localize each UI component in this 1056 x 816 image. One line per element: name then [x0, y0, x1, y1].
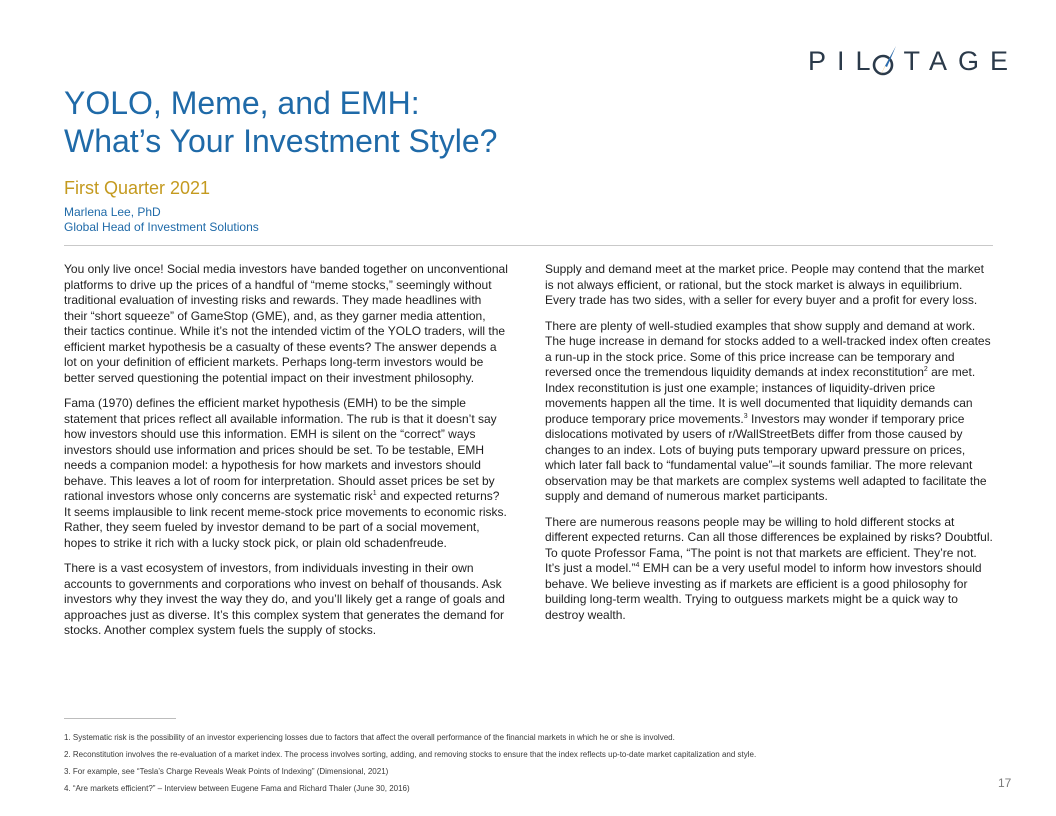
paragraph-1: You only live once! Social media investors have banded together on unconventional platforms to drive up the prices of a handful of “meme stocks,” seemingly without traditional evaluation of investing risks and rewards. They made headlines with their “short squeeze” of GameStop (GME), and, as they garner media attention, their tactics continue. While it’s not the intended victim of the YOLO traders, will the efficient market hypothesis be a casualty of these events? The answer depends a lot on your definition of efficient markets. Perhaps long-term investors would be better served questioning the potential impact on their investment philosophy. — [64, 262, 508, 385]
footnotes — [64, 729, 964, 797]
footnote-3: 3. For example, see “Tesla’s Charge Reveals Weak Points of Indexing” (Dimensional, 2021) — [64, 767, 389, 776]
paragraph-5: There are plenty of well-studied examples that show supply and demand at work. The huge increase in demand for stocks added to a well-tracked index often creates a run-up in the stock price. Some of this price increase can be temporary and reversed once the tremendous liquidity demands at index reconstitution$^2$ are met. Index reconstitution is just one example; instances of liquidity-driven price movements happen all the time. It is well documented that liquidity demands can produce temporary price movements.$^3$ Investors may wonder if temporary price dislocations motivated by users of r/WallStreetBets differ from those caused by changes to an index. Lots of buying puts temporary upward pressure on prices, which later fall back to “fundamental value”–it sounds familiar. The more relevant observation may be that markets are complex systems well adapted to facilitate the supply and demand of numerous market participants. — [545, 318, 991, 503]
footnote-2: 2. Reconstitution involves the re-evaluation of a market index. The process involves sorting, adding, and removing stocks to ensure that the index reflects up-to-date market capitalization and style. — [64, 750, 757, 759]
right-column — [545, 262, 995, 633]
author-block — [64, 205, 259, 235]
paragraph-3: There is a vast ecosystem of investors, from individuals investing in their own accounts to governments and corporations who invest on behalf of thousands. Ask investors why they invest the way they do, and you’ll likely get a range of goals and approaches just as diverse. It’s this complex system that generates the demand for stocks. Another complex system fuels the supply of stocks. — [64, 561, 505, 637]
paragraph-4: Supply and demand meet at the market price. People may contend that the market is not always efficient, or rational, but the stock market is always in equilibrium. Every trade has two sides, with a seller for every buyer and a profit for every loss. — [545, 262, 984, 307]
page-number: 17 — [998, 776, 1012, 790]
logo-wordmark: PIL TAGE — [808, 46, 1020, 76]
logo-o-compass-icon — [871, 44, 901, 84]
page-title — [64, 84, 764, 160]
title-line-1: YOLO, Meme, and EMH: — [64, 85, 420, 121]
author-role: Global Head of Investment Solutions — [64, 220, 259, 234]
footnote-divider — [64, 718, 176, 719]
paragraph-2: Fama (1970) defines the efficient market hypothesis (EMH) to be the simple statement that prices reflect all available information. The rub is that it doesn’t say how investors should use this information. EMH is silent on the “correct” ways investors should use information and prices should be set. To be testable, EMH needs a companion model: a hypothesis for how markets and investors should behave. This leaves a lot of room for interpretation. Should asset prices be set by rational investors whose only concerns are systematic risk$^1$ and expected returns? It seems implausible to link recent meme-stock price movements to economic risks. Rather, they seem fueled by investor demand to be part of a social movement, hopes to strike it rich with a lucky stock pick, or plain old schadenfreude. — [64, 396, 507, 550]
paragraph-6: There are numerous reasons people may be willing to hold different stocks at different expected returns. Can all those differences be explained by risks? Doubtful. To quote Professor Fama, “The point is not that markets are efficient. They’re not. It’s just a model.”$^4$ EMH can be a very useful model to inform how investors should behave. We believe investing as if markets are efficient is a good philosophy for building long-term wealth. Trying to outguess markets might be a quick way to destroy wealth. — [545, 514, 993, 622]
footnote-ref-4: 4 — [635, 562, 640, 569]
footnote-ref-3: 3 — [743, 412, 748, 420]
footnote-1: 1. Systematic risk is the possibility of an investor experiencing losses due to factors that affect the overall performance of the financial markets in which he or she is involved. — [64, 733, 675, 742]
subtitle: First Quarter 2021 — [64, 178, 211, 198]
footnote-4: 4. “Are markets efficient?” – Interview between Eugene Fama and Richard Thaler (June 30, 2016) — [64, 784, 410, 793]
footnote-ref-2: 2 — [923, 366, 928, 373]
pilotage-logo — [808, 44, 1020, 84]
footnote-ref-1: 1 — [372, 490, 377, 497]
left-column — [64, 262, 508, 649]
title-line-2: What’s Your Investment Style? — [64, 123, 498, 159]
author-name: Marlena Lee, PhD — [64, 205, 161, 219]
header-divider — [64, 245, 993, 246]
